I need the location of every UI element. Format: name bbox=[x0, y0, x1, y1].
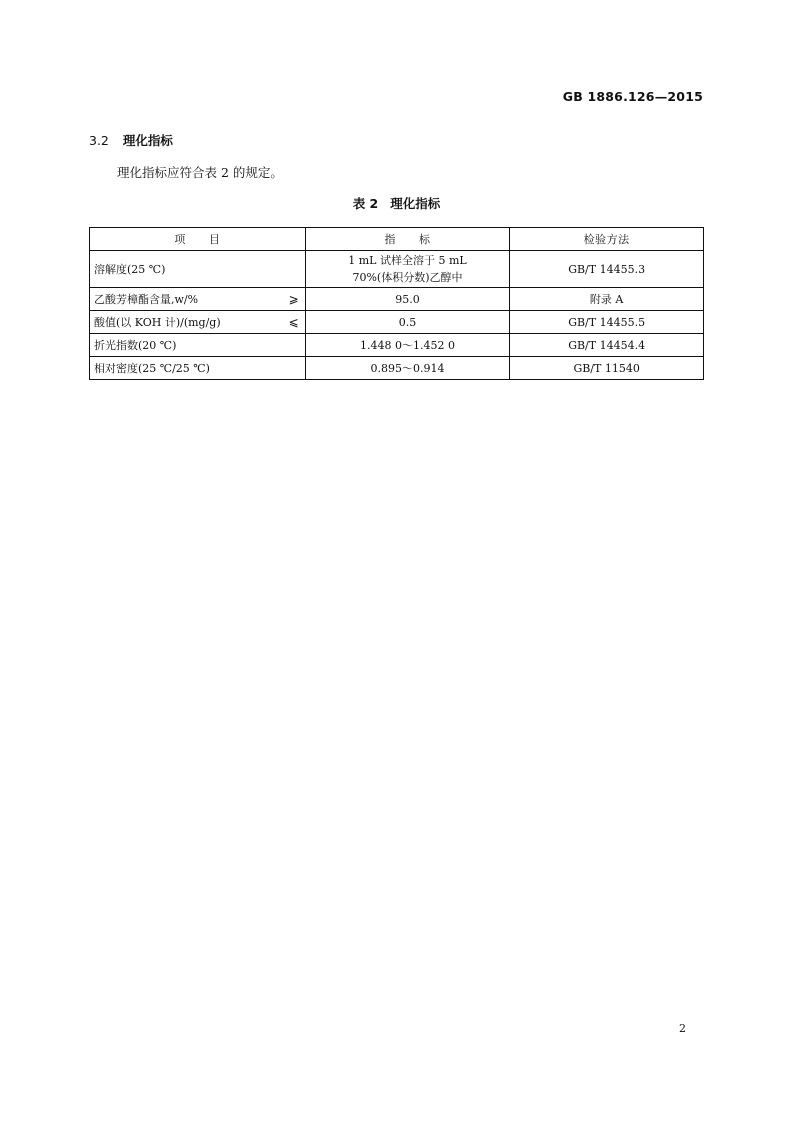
page-number: 2 bbox=[679, 1022, 686, 1035]
row-spec: 0.895～0.914 bbox=[305, 357, 510, 380]
item-symbol: ⩾ bbox=[288, 291, 299, 306]
row-item bbox=[90, 357, 306, 380]
section-title: 理化指标 bbox=[122, 133, 173, 148]
row-method: GB/T 14455.3 bbox=[510, 251, 704, 288]
row-method: GB/T 14454.4 bbox=[510, 334, 704, 357]
row-item bbox=[90, 288, 306, 311]
item-symbol: ⩽ bbox=[288, 314, 299, 329]
row-spec: 1.448 0～1.452 0 bbox=[305, 334, 510, 357]
table-header-row bbox=[90, 228, 704, 251]
header-item: 项 目 bbox=[90, 228, 306, 251]
row-method: 附录 A bbox=[510, 288, 704, 311]
item-label: 乙酸芳樟酯含量,w/% bbox=[94, 292, 199, 306]
item-label: 相对密度(25 ℃/25 ℃) bbox=[94, 361, 210, 375]
row-spec: 0.5 bbox=[305, 311, 510, 334]
item-label: 折光指数(20 ℃) bbox=[94, 338, 177, 352]
item-label: 溶解度(25 ℃) bbox=[94, 262, 166, 276]
table-caption-title: 理化指标 bbox=[390, 196, 441, 211]
table-row bbox=[90, 357, 704, 380]
spec-line: 1 mL 试样全溶于 5 mL bbox=[348, 254, 467, 267]
row-spec bbox=[305, 251, 510, 288]
table-caption-number: 表 2 bbox=[352, 196, 379, 211]
row-spec: 95.0 bbox=[305, 288, 510, 311]
standard-code: GB 1886.126—2015 bbox=[562, 89, 703, 104]
table-row bbox=[90, 251, 704, 288]
row-item bbox=[90, 311, 306, 334]
table-caption bbox=[0, 194, 793, 212]
header-spec: 指 标 bbox=[305, 228, 510, 251]
table-row bbox=[90, 288, 704, 311]
header-method: 检验方法 bbox=[510, 228, 704, 251]
item-label: 酸值(以 KOH 计)/(mg/g) bbox=[94, 315, 221, 329]
section-number: 3.2 bbox=[89, 133, 109, 148]
spec-line: 70%(体积分数)乙醇中 bbox=[352, 271, 463, 284]
spec-table bbox=[89, 227, 704, 380]
row-method: GB/T 11540 bbox=[510, 357, 704, 380]
row-item bbox=[90, 334, 306, 357]
row-method: GB/T 14455.5 bbox=[510, 311, 704, 334]
table-row bbox=[90, 334, 704, 357]
row-item bbox=[90, 251, 306, 288]
section-heading bbox=[89, 131, 173, 149]
table-row bbox=[90, 311, 704, 334]
body-paragraph: 理化指标应符合表 2 的规定。 bbox=[117, 165, 283, 180]
